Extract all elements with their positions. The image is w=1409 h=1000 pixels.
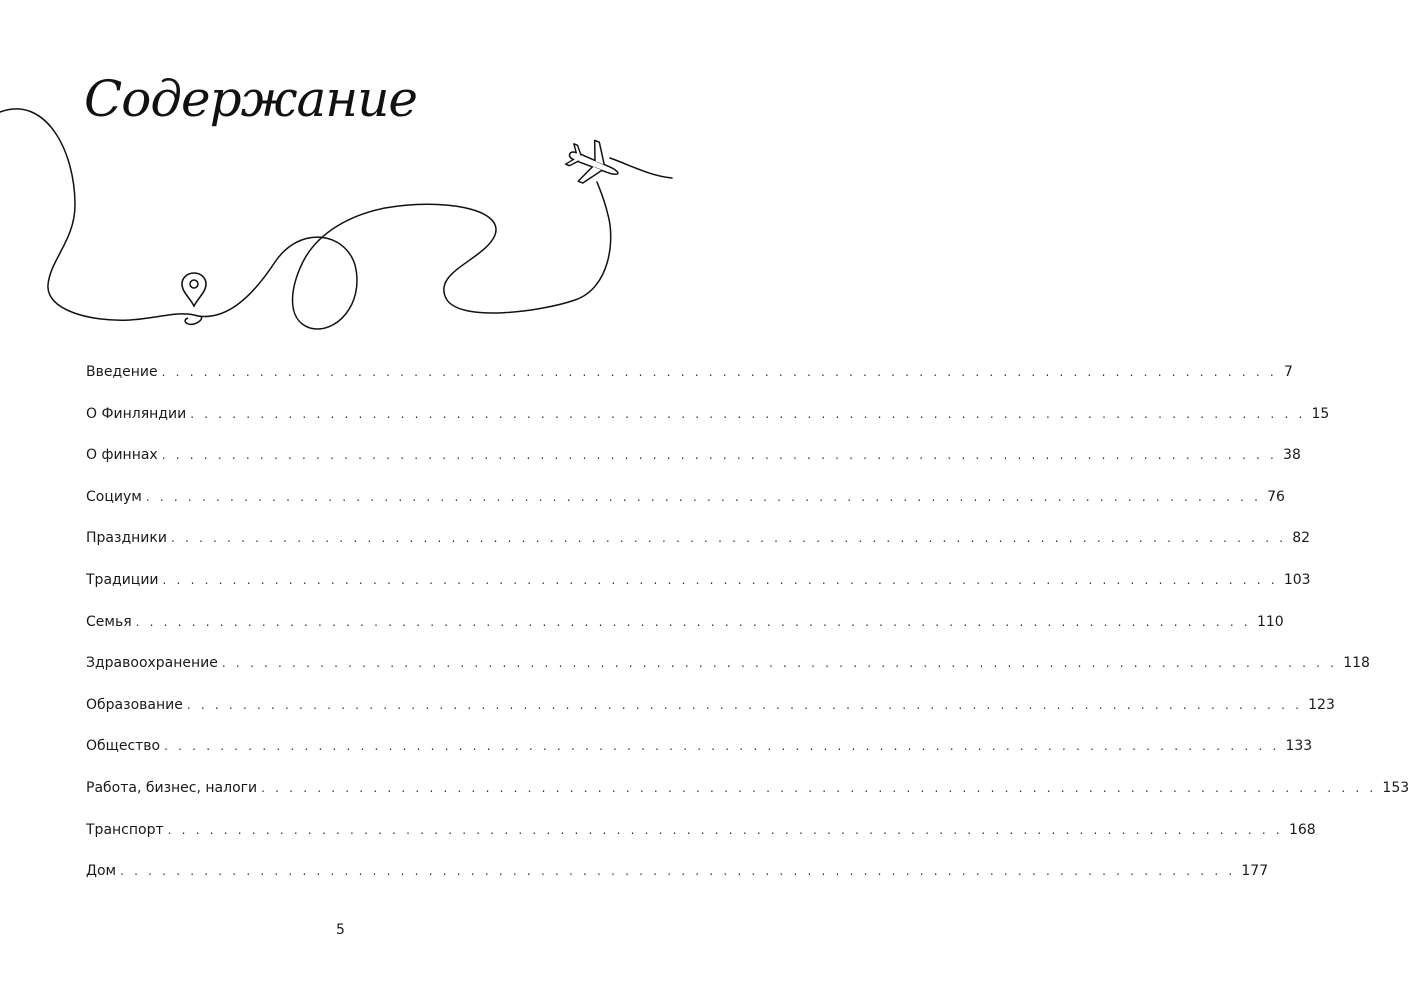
toc-entry-page: 118 xyxy=(1343,655,1370,672)
toc-dot-leader: . . . . . . . . . . . . . . . . . . . . . . . . . . . . . . . . . . . . . . . . . . . . . . . . . . . . . . . . . . . . . . . . . . . . . . . . . . . . . . . . xyxy=(145,489,1262,504)
toc-entry-label: Дом xyxy=(86,863,117,880)
toc-entry[interactable] xyxy=(86,738,1313,780)
toc-entry[interactable] xyxy=(86,571,1311,614)
toc-entry-page: 15 xyxy=(1311,405,1330,422)
flight-path-line xyxy=(0,109,198,320)
toc-dot-leader: . . . . . . . . . . . . . . . . . . . . . . . . . . . . . . . . . . . . . . . . . . . . . . . . . . . . . . . . . . . . . . . . . . . . . . . . . . . . . . . . xyxy=(162,572,1278,587)
toc-entry[interactable] xyxy=(86,447,1301,489)
toc-entry[interactable] xyxy=(86,821,1316,864)
toc-dot-leader: . . . . . . . . . . . . . . . . . . . . . . . . . . . . . . . . . . . . . . . . . . . . . . . . . . . . . . . . . . . . . . . . . . . . . . . . . . . . . . . . xyxy=(161,448,1278,463)
table-of-contents xyxy=(86,364,1409,905)
toc-entry-page: 133 xyxy=(1285,738,1313,755)
toc-dot-leader: . . . . . . . . . . . . . . . . . . . . . . . . . . . . . . . . . . . . . . . . . . . . . . . . . . . . . . . . . . . . . . . . . . . . . . . . . . . . . . . . xyxy=(190,406,1306,421)
toc-entry-label: О Финляндии xyxy=(86,405,187,422)
toc-entry[interactable] xyxy=(86,364,1293,406)
toc-entry[interactable] xyxy=(86,863,1269,905)
toc-entry-label: О финнах xyxy=(86,447,158,464)
toc-entry-label: Транспорт xyxy=(86,821,164,838)
toc-entry-page: 168 xyxy=(1288,821,1316,838)
toc-entry[interactable] xyxy=(86,488,1285,531)
toc-dot-leader: . . . . . . . . . . . . . . . . . . . . . . . . . . . . . . . . . . . . . . . . . . . . . . . . . . . . . . . . . . . . . . . . . . . . . . . . . . . . . . . . xyxy=(186,697,1303,712)
toc-entry-label: Работа, бизнес, налоги xyxy=(86,779,258,796)
toc-entry-page: 153 xyxy=(1382,779,1409,796)
page-number: 5 xyxy=(336,922,345,938)
toc-dot-leader: . . . . . . . . . . . . . . . . . . . . . . . . . . . . . . . . . . . . . . . . . . . . . . . . . . . . . . . . . . . . . . . . . . . . . . . . . . . . . . . . xyxy=(261,780,1377,795)
flight-path-decoration xyxy=(0,0,681,360)
toc-entry-page: 38 xyxy=(1283,447,1301,464)
toc-dot-leader: . . . . . . . . . . . . . . . . . . . . . . . . . . . . . . . . . . . . . . . . . . . . . . . . . . . . . . . . . . . . . . . . . . . . . . . . . . . . . . . . xyxy=(161,365,1277,379)
toc-entry-label: Социум xyxy=(86,488,142,505)
toc-entry-page: 7 xyxy=(1284,364,1293,380)
toc-entry-label: Семья xyxy=(86,613,132,630)
toc-dot-leader: . . . . . . . . . . . . . . . . . . . . . . . . . . . . . . . . . . . . . . . . . . . . . . . . . . . . . . . . . . . . . . . . . . . . . . . . . . . . . . . . xyxy=(135,614,1251,629)
toc-entry-label: Здравоохранение xyxy=(86,655,218,672)
toc-dot-leader: . . . . . . . . . . . . . . . . . . . . . . . . . . . . . . . . . . . . . . . . . . . . . . . . . . . . . . . . . . . . . . . . . . . . . . . . . . . . . . . . xyxy=(170,531,1287,546)
toc-dot-leader: . . . . . . . . . . . . . . . . . . . . . . . . . . . . . . . . . . . . . . . . . . . . . . . . . . . . . . . . . . . . . . . . . . . . . . . . . . . . . . . . xyxy=(167,822,1283,837)
toc-entry-label: Введение xyxy=(86,364,158,380)
toc-entry-page: 76 xyxy=(1267,488,1285,505)
toc-entry[interactable] xyxy=(86,696,1335,739)
airplane-icon xyxy=(562,134,627,194)
toc-entry[interactable] xyxy=(86,655,1370,697)
toc-entry-page: 123 xyxy=(1308,696,1335,713)
toc-dot-leader: . . . . . . . . . . . . . . . . . . . . . . . . . . . . . . . . . . . . . . . . . . . . . . . . . . . . . . . . . . . . . . . . . . . . . . . . . . . . . . . . xyxy=(164,739,1280,754)
toc-dot-leader: . . . . . . . . . . . . . . . . . . . . . . . . . . . . . . . . . . . . . . . . . . . . . . . . . . . . . . . . . . . . . . . . . . . . . . . . . . . . . . . . xyxy=(120,864,1236,879)
toc-entry[interactable] xyxy=(86,530,1311,572)
toc-entry[interactable] xyxy=(86,613,1284,656)
toc-entry-page: 177 xyxy=(1241,863,1269,880)
flight-path-line-2 xyxy=(198,182,611,329)
page-title: Содержание xyxy=(84,70,418,128)
toc-entry-page: 103 xyxy=(1283,571,1311,588)
toc-entry-label: Традиции xyxy=(86,571,159,588)
toc-entry-label: Образование xyxy=(86,696,183,713)
toc-entry-label: Праздники xyxy=(86,530,167,547)
toc-entry[interactable] xyxy=(86,779,1409,822)
flight-path-tail xyxy=(610,158,672,178)
toc-entry-page: 82 xyxy=(1292,530,1311,547)
toc-dot-leader: . . . . . . . . . . . . . . . . . . . . . . . . . . . . . . . . . . . . . . . . . . . . . . . . . . . . . . . . . . . . . . . . . . . . . . . . . . . . . . . . xyxy=(221,656,1338,671)
toc-entry-page: 110 xyxy=(1256,613,1284,630)
toc-entry[interactable] xyxy=(86,405,1330,448)
toc-entry-label: Общество xyxy=(86,738,161,755)
